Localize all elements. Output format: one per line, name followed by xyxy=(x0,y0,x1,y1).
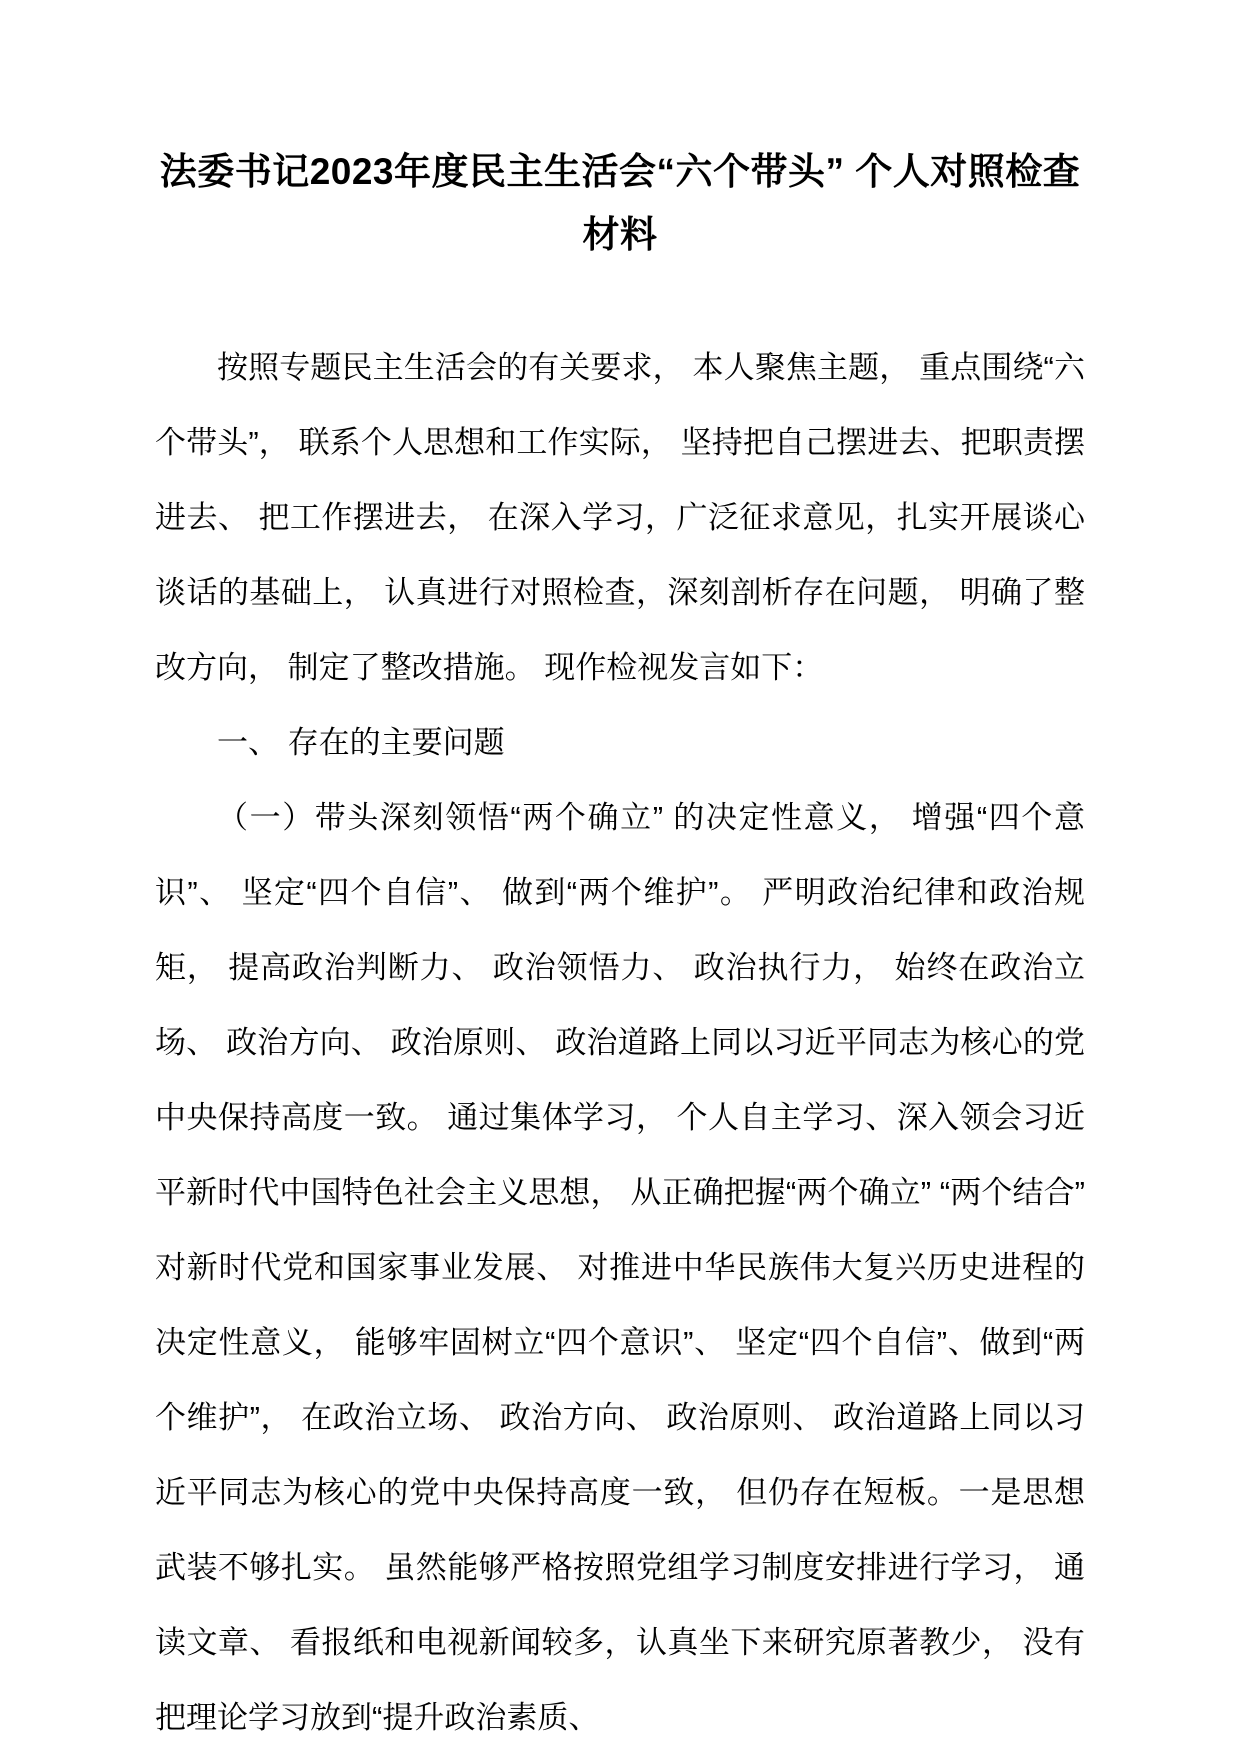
document-body xyxy=(155,330,1085,1755)
page-content-area xyxy=(155,0,1085,1755)
section-heading-one: 一、 存在的主要问题 xyxy=(217,725,505,760)
paragraph-intro: 按照专题民主生活会的有关要求， 本人聚焦主题， 重点围绕“六个带头”， 联系个人思想和工作实际， 坚持把自己摆进去、把职责摆进去、 把工作摆进去， 在深入学习，广泛征求意见，扎实开展谈心谈话的基础上， 认真进行对照检查，深刻剖析存在问题， 明确了整改方向， 制定了整改措施。 现作检视发言如下： xyxy=(155,350,1085,685)
page-title: 法委书记2023年度民主生活会“六个带头” 个人对照检查材料 xyxy=(159,151,1081,255)
paragraph-item-one: （一）带头深刻领悟“两个确立” 的决定性意义， 增强“四个意识”、 坚定“四个自信”、 做到“两个维护”。 严明政治纪律和政治规矩， 提高政治判断力、 政治领悟力、 政治执行力， 始终在政治立场、 政治方向、 政治原则、 政治道路上同以习近平同志为核心的党中央保持高度一致。 通过集体学习， 个人自主学习、深入领会习近平新时代中国特色社会主义思想， 从正确把握“两个确立” “两个结合” 对新时代党和国家事业发展、 对推进中华民族伟大复兴历史进程的决定性意义， 能够牢固树立“四个意识”、 坚定“四个自信”、做到“两个维护”， 在政治立场、 政治方向、 政治原则、 政治道路上同以习近平同志为核心的党中央保持高度一致， 但仍存在短板。一是思想武装不够扎实。 虽然能够严格按照党组学习制度安排进行学习， 通读文章、 看报纸和电视新闻较多，认真坐下来研究原著教少， 没有把理论学习放到“提升政治素质、 xyxy=(155,800,1085,1735)
